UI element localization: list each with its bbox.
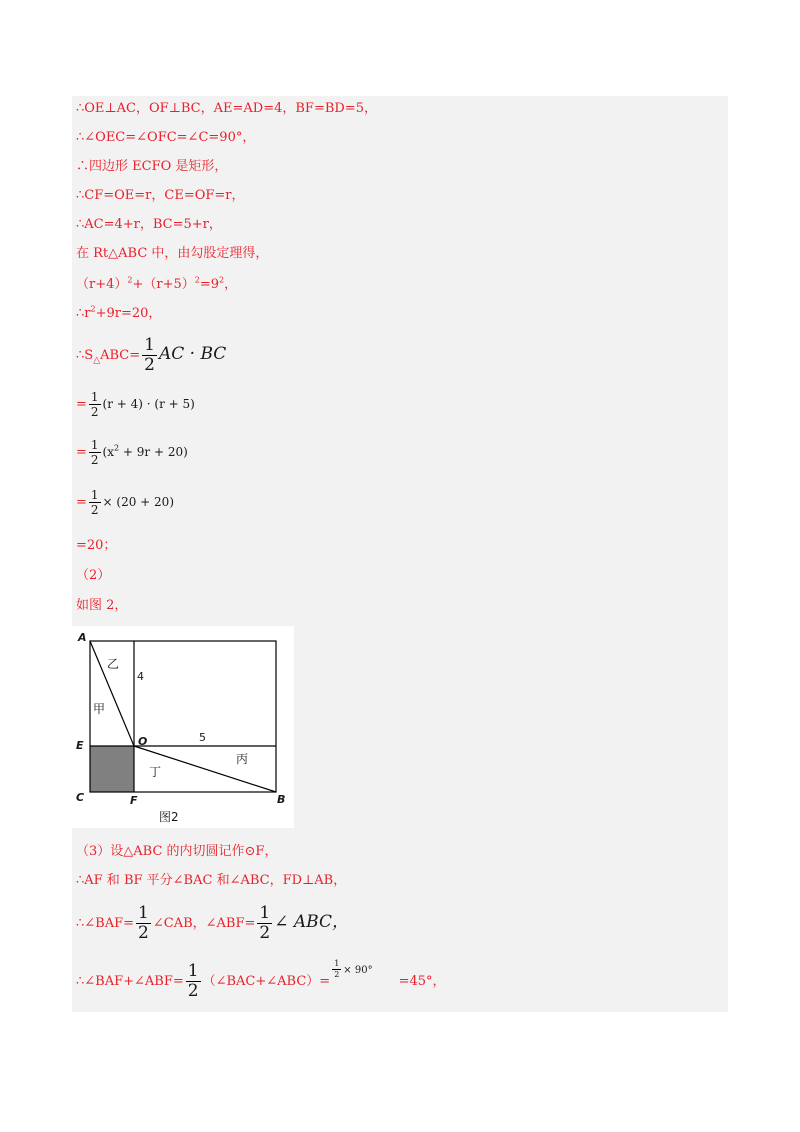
length-label-5: 5 [199, 731, 206, 744]
solution-line-5: ∴AC=4+r，BC=5+r， [76, 217, 222, 232]
line11-part-c: + 9r + 20) [119, 445, 188, 459]
fraction-numerator: 1 [334, 959, 340, 968]
fraction-denominator: 2 [187, 981, 199, 1001]
solution-line-2: ∴∠OEC=∠OFC=∠C=90°， [76, 130, 256, 145]
line18-part-b: ∠CAB，∠ABF= [152, 916, 256, 931]
fraction-denominator: 2 [138, 923, 149, 943]
line10-equals: = [76, 397, 87, 412]
line12-equals: = [76, 495, 87, 510]
part-3-heading: （3）设△ABC 的内切圆记作⊙F， [76, 844, 278, 859]
line12-expression: × (20 + 20) [102, 495, 175, 509]
line9-equals: = [129, 348, 141, 363]
figure-caption: 图2 [159, 810, 179, 824]
fraction-half [89, 489, 101, 516]
fraction-half [136, 905, 151, 942]
point-label-A: A [78, 631, 87, 644]
fraction-half [142, 337, 157, 374]
point-label-O: O [138, 735, 148, 748]
solution-line-10 [76, 384, 195, 425]
line7-exp-2: 2 [194, 275, 200, 285]
line8-part-a: ∴r [76, 306, 91, 321]
line9-part-c: ABC [100, 348, 130, 363]
fraction-numerator: 1 [90, 390, 99, 404]
fraction-half [89, 439, 101, 466]
solution-line-7 [76, 276, 237, 294]
solution-line-1: ∴OE⊥AC，OF⊥BC，AE=AD=4，BF=BD=5， [76, 101, 377, 116]
point-label-F: F [130, 794, 138, 807]
line18-part-c: ∠ ABC， [274, 912, 349, 932]
line11-part-a: (x [102, 445, 114, 459]
line7-exp-1: 2 [127, 275, 133, 285]
fraction-half [257, 905, 272, 942]
fraction-denominator: 2 [90, 503, 99, 517]
line19-times-90: × 90° [343, 965, 373, 976]
fraction-half [186, 963, 201, 1000]
region-label-bing: 丙 [236, 752, 249, 766]
solution-line-12 [76, 482, 174, 523]
line9-product: AC · BC [158, 344, 227, 364]
part-2-heading: （2） [76, 568, 111, 583]
line19-part-d: =45°， [398, 974, 446, 989]
fraction-denominator: 2 [90, 453, 99, 467]
figure-2-reference: 如图 2， [76, 598, 128, 613]
line7-part-e: =9 [199, 277, 220, 292]
fraction-denominator: 2 [90, 405, 99, 419]
line8-part-c: +9r=20， [95, 306, 162, 321]
fraction-denominator: 2 [334, 970, 340, 979]
figure-2-drawing [72, 626, 294, 828]
length-label-4: 4 [137, 670, 144, 683]
point-label-E: E [76, 739, 84, 752]
line19-part-a: ∴∠BAF+∠ABF= [76, 974, 184, 989]
line9-part-a: ∴S [76, 348, 94, 363]
region-label-jia: 甲 [93, 702, 106, 716]
fraction-numerator: 1 [144, 335, 155, 355]
line9-triangle: △ [93, 355, 101, 366]
line7-part-a: （r+4） [76, 277, 128, 292]
solution-line-9 [76, 334, 226, 381]
line7-part-c: +（r+5） [132, 277, 195, 292]
solution-line-18 [76, 902, 349, 944]
shaded-square-ECFO [90, 746, 134, 792]
solution-line-6: 在 Rt△ABC 中，由勾股定理得， [76, 246, 269, 261]
solution-line-19 [76, 959, 446, 1003]
solution-line-17: ∴AF 和 BF 平分∠BAC 和∠ABC，FD⊥AB， [76, 873, 347, 888]
region-label-yi: 乙 [107, 657, 120, 671]
line19-raised-term [330, 950, 372, 991]
line8-exp: 2 [90, 304, 96, 314]
fraction-numerator: 1 [187, 961, 199, 981]
solution-line-11 [76, 432, 188, 473]
line19-part-b: （∠BAC+∠ABC）= [202, 974, 331, 989]
line7-exp-3: 2 [219, 275, 225, 285]
fraction-numerator: 1 [138, 903, 149, 923]
line18-part-a: ∴∠BAF= [76, 916, 135, 931]
point-label-C: C [76, 791, 85, 804]
solution-line-13: =20； [76, 538, 117, 553]
fraction-numerator: 1 [90, 488, 99, 502]
solution-line-4: ∴CF=OE=r，CE=OF=r， [76, 188, 245, 203]
line11-equals: = [76, 445, 87, 460]
fraction-half-small [332, 960, 341, 979]
fraction-numerator: 1 [259, 903, 271, 923]
fraction-numerator: 1 [90, 438, 99, 452]
fraction-denominator: 2 [144, 355, 155, 375]
solution-line-8 [76, 305, 161, 323]
line7-part-g: ， [224, 277, 238, 292]
line10-expression: (r + 4) · (r + 5) [102, 397, 195, 411]
solution-line-3: ∴四边形 ECFO 是矩形， [76, 159, 228, 174]
line11-exp: 2 [114, 443, 120, 453]
point-label-B: B [277, 793, 286, 806]
figure-2 [72, 626, 294, 828]
fraction-half [89, 391, 101, 418]
fraction-denominator: 2 [259, 923, 271, 943]
region-label-ding: 丁 [149, 765, 162, 779]
